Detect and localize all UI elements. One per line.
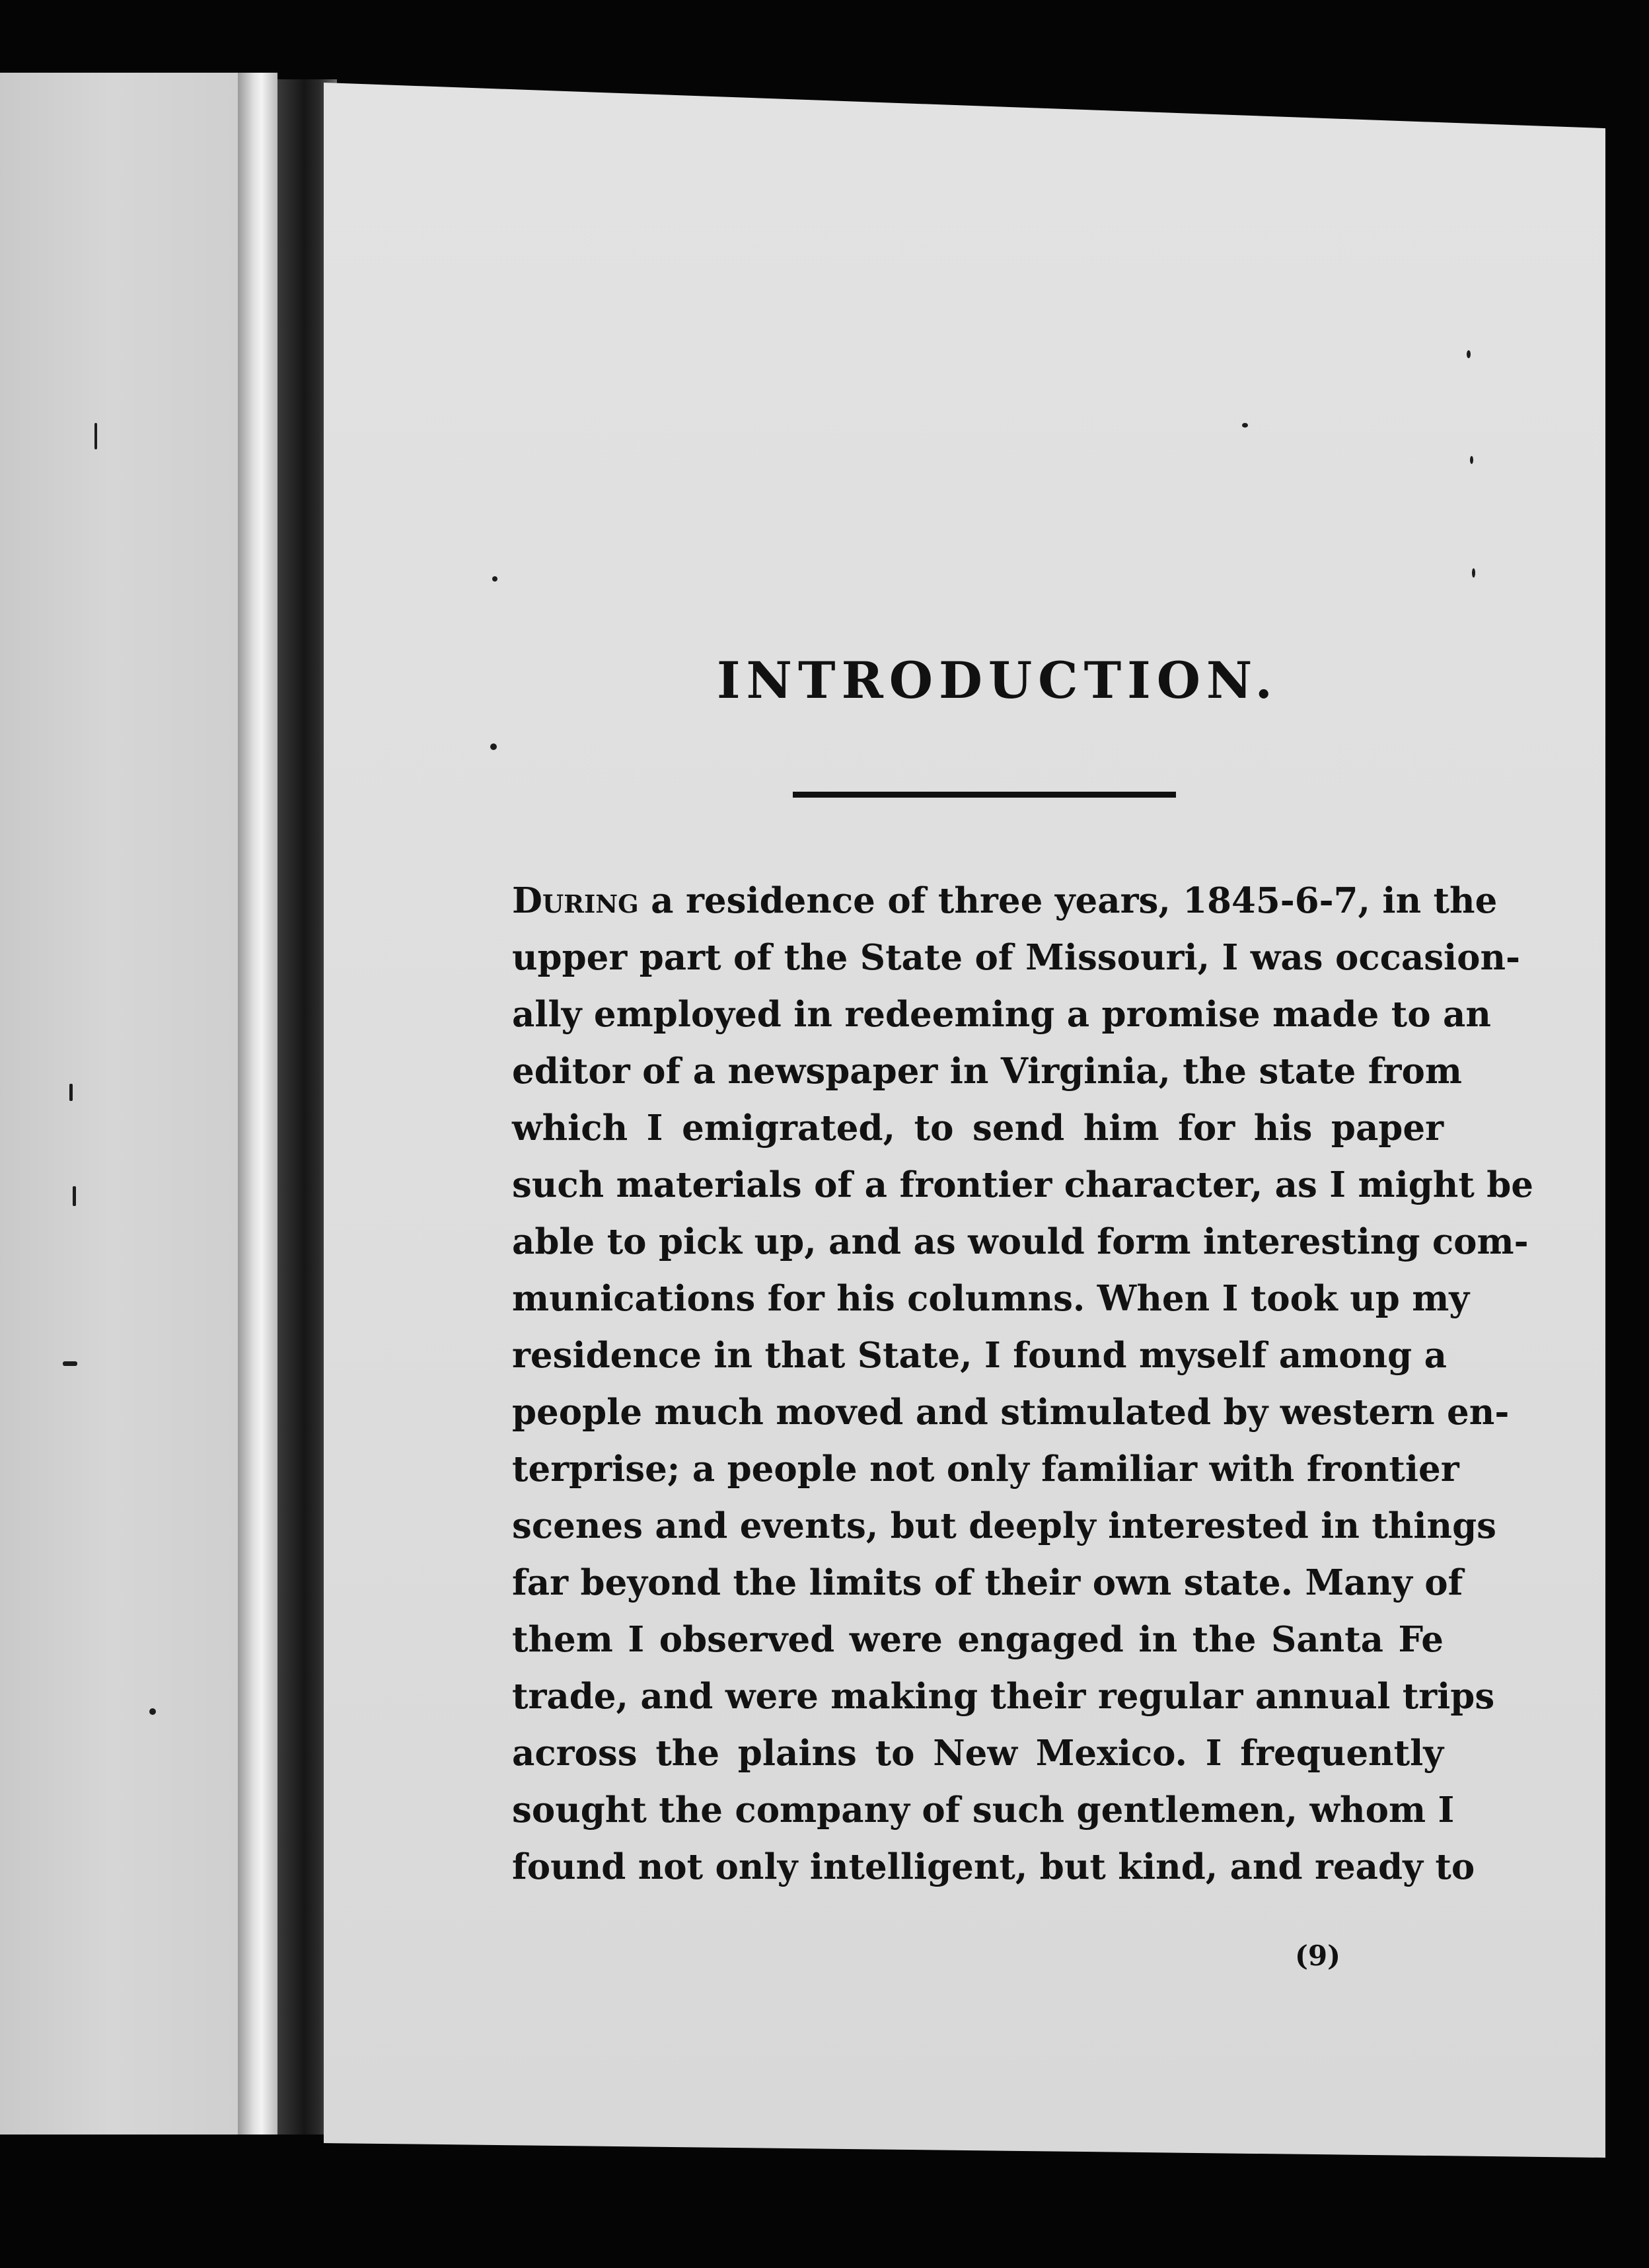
text-line: trade, and were making their regular annual trips (512, 1676, 1495, 1717)
scan-speck (63, 1361, 77, 1366)
scan-speck (1242, 423, 1248, 428)
left-page-fore-edge (238, 73, 277, 2135)
text-line: which I emigrated, to send him for his paper (512, 1108, 1444, 1149)
text-line: such materials of a frontier character, as I might be (512, 1164, 1534, 1205)
scan-speck (1470, 456, 1473, 464)
text-line: terprise; a people not only familiar with frontier (512, 1449, 1459, 1490)
text-line: upper part of the State of Missouri, I was occasion- (512, 937, 1521, 978)
text-line: residence in that State, I found myself among a (512, 1335, 1447, 1376)
scan-speck (149, 1708, 156, 1715)
text-line: able to pick up, and as would form interesting com- (512, 1221, 1529, 1262)
text-line: sought the company of such gentlemen, whom I (512, 1790, 1455, 1831)
scan-speck (94, 423, 97, 449)
scan-speck (69, 1084, 73, 1101)
left-facing-page (0, 73, 277, 2135)
scan-speck (490, 743, 497, 750)
page-number: (9) (1295, 1940, 1340, 1972)
scan-speck (492, 576, 497, 582)
scan-speck (1467, 350, 1471, 358)
title-rule (793, 792, 1176, 798)
text-line: people much moved and stimulated by western en- (512, 1392, 1510, 1433)
page-title: INTRODUCTION. (717, 651, 1278, 710)
text-line: them I observed were engaged in the Santa Fe (512, 1619, 1444, 1660)
text-line: far beyond the limits of their own state. Many of (512, 1562, 1463, 1603)
text-line: found not only intelligent, but kind, and ready to (512, 1846, 1475, 1887)
scan-speck (73, 1186, 76, 1206)
text-line: across the plains to New Mexico. I frequently (512, 1733, 1444, 1774)
text-line: munications for his columns. When I took up my (512, 1278, 1470, 1319)
introduction-paragraph (512, 872, 1534, 1895)
text-line: scenes and events, but deeply interested in things (512, 1505, 1496, 1546)
text-line: ally employed in redeeming a promise made to an (512, 994, 1491, 1035)
text-line (512, 872, 1498, 929)
drop-word: During (512, 880, 639, 921)
scan-speck (1472, 568, 1475, 578)
text-line-rest: a residence of three years, 1845-6-7, in the (638, 880, 1498, 921)
text-line: editor of a newspaper in Virginia, the state from (512, 1051, 1462, 1092)
